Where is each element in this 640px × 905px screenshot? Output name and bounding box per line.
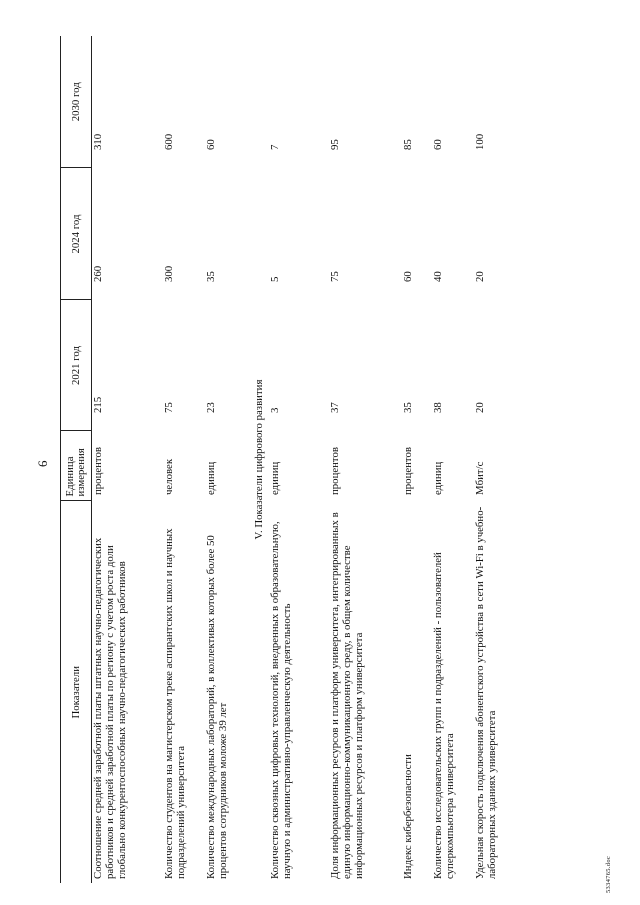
value-2024-cell: 35 bbox=[204, 271, 217, 282]
header-indicator: Показатели bbox=[61, 501, 92, 883]
unit-cell: процентов bbox=[92, 447, 104, 495]
indicator-cell: Количество студентов на магистерском треке аспирантских школ и научных подразделений университета bbox=[162, 528, 187, 879]
footer-document-code: 5334765.doc bbox=[605, 855, 612, 893]
value-2024-cell: 300 bbox=[162, 265, 175, 282]
page-number: 6 bbox=[35, 460, 50, 467]
value-2030-cell: 60 bbox=[431, 139, 444, 150]
value-2030-cell: 85 bbox=[401, 139, 414, 150]
value-2021-cell: 3 bbox=[268, 407, 281, 413]
unit-cell: человек bbox=[162, 458, 175, 495]
section-title: V. Показатели цифрового развития bbox=[252, 379, 265, 540]
unit-cell: процентов bbox=[401, 447, 414, 495]
value-2021-cell: 215 bbox=[92, 396, 104, 413]
table-row bbox=[205, 36, 247, 883]
header-2021: 2021 год bbox=[61, 300, 92, 431]
indicator-cell: Соотношение средней заработной платы штатных научно-педагогических работников и средней заработной платы по региону с учетом роста доли глобально конкурентоспособных научно-педагогических работников bbox=[92, 537, 129, 879]
value-2030-cell: 95 bbox=[328, 139, 341, 150]
table-row bbox=[269, 36, 329, 883]
value-2024-cell: 60 bbox=[401, 271, 414, 282]
unit-cell: процентов bbox=[328, 447, 341, 495]
section-row bbox=[247, 36, 269, 883]
value-2030-cell: 310 bbox=[92, 133, 104, 150]
value-2030-cell: 100 bbox=[473, 133, 486, 150]
header-2030: 2030 год bbox=[61, 36, 92, 168]
header-unit: Единица измерения bbox=[61, 431, 92, 501]
unit-cell: единиц bbox=[204, 461, 217, 495]
table-row bbox=[163, 36, 205, 883]
indicator-cell: Индекс кибербезопасности bbox=[401, 754, 414, 879]
value-2021-cell: 75 bbox=[162, 402, 175, 413]
table-row bbox=[92, 36, 163, 883]
value-2021-cell: 35 bbox=[401, 402, 414, 413]
header-2024: 2024 год bbox=[61, 168, 92, 300]
value-2024-cell: 40 bbox=[431, 271, 444, 282]
indicators-table bbox=[60, 36, 516, 883]
indicator-cell: Количество сквозных цифровых технологий, внедренных в образовательную, научную и административно-управленческую деятельность bbox=[268, 521, 293, 879]
value-2030-cell: 600 bbox=[162, 133, 175, 150]
value-2024-cell: 20 bbox=[473, 271, 486, 282]
indicator-cell: Количество международных лабораторий, в коллективах которых более 50 процентов сотрудников моложе 39 лет bbox=[204, 535, 229, 879]
unit-cell: единиц bbox=[431, 461, 444, 495]
value-2021-cell: 23 bbox=[204, 402, 217, 413]
value-2024-cell: 75 bbox=[328, 271, 341, 282]
unit-cell: Мбит/с bbox=[473, 461, 486, 495]
value-2024-cell: 260 bbox=[92, 265, 104, 282]
value-2030-cell: 7 bbox=[268, 144, 281, 150]
value-2021-cell: 20 bbox=[473, 402, 486, 413]
indicator-cell: Доля информационных ресурсов и платформ университета, интегрированных в единую информационно-коммуникационную среду, в общем количестве информационных ресурсов и платформ университета bbox=[328, 512, 365, 879]
indicator-cell: Количество исследовательских групп и подразделений - пользователей суперкомпьютера университета bbox=[431, 552, 456, 879]
value-2021-cell: 38 bbox=[431, 402, 444, 413]
table-row bbox=[329, 36, 402, 883]
table-header-row bbox=[61, 36, 92, 883]
unit-cell: единиц bbox=[268, 461, 281, 495]
value-2024-cell: 5 bbox=[268, 276, 281, 282]
value-2030-cell: 60 bbox=[204, 139, 217, 150]
table-row bbox=[474, 36, 516, 883]
indicator-cell: Удельная скорость подключения абонентского устройства в сети Wi-Fi в учебно-лабораторных зданиях университета bbox=[473, 506, 498, 879]
table-row bbox=[402, 36, 432, 883]
value-2021-cell: 37 bbox=[328, 402, 341, 413]
table-row bbox=[432, 36, 474, 883]
